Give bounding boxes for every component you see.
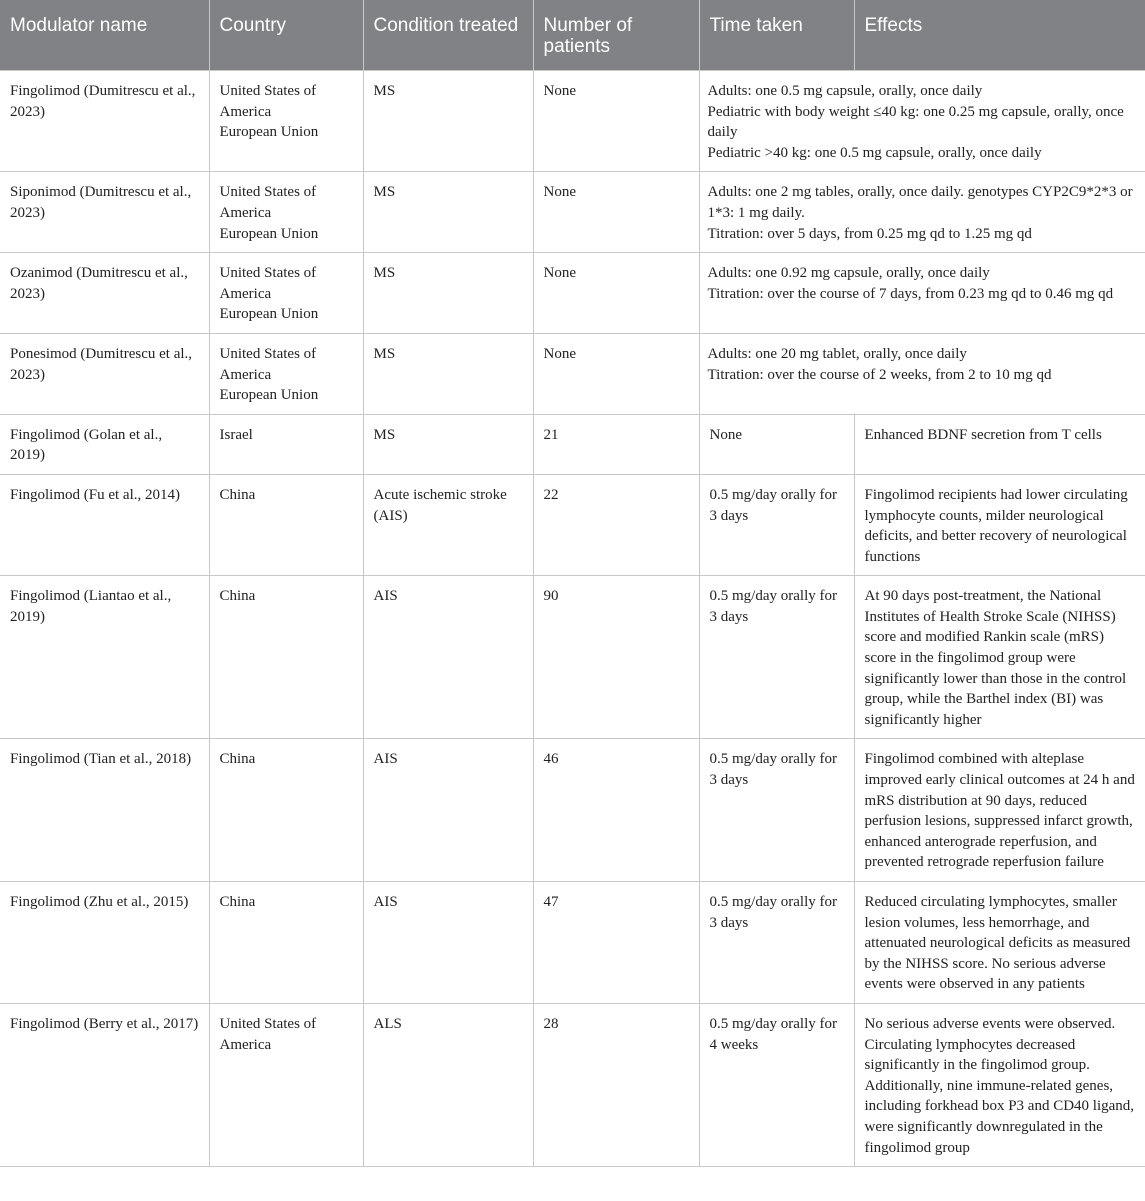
country-cell: United States of America [209, 1003, 363, 1166]
country-cell [209, 71, 363, 172]
country-line: European Union [219, 225, 319, 242]
dosing-line: Titration: over the course of 2 weeks, from 2 to 10 mg qd [707, 366, 1052, 383]
country-line: European Union [219, 124, 319, 141]
dosing-line: Adults: one 0.5 mg capsule, orally, once daily [707, 83, 983, 99]
patients-cell: None [533, 172, 699, 253]
patients-cell: 46 [533, 739, 699, 882]
effects-cell: No serious adverse events were observed. Circulating lymphocytes decreased significantly in the fingolimod group. Additionally, nine immune-related genes, including forkhead box P3 and CD40 ligand, were significantly downregulated in the fingolimod group [854, 1003, 1145, 1166]
condition-cell: MS [363, 414, 533, 474]
table-header-row [0, 0, 1145, 71]
country-cell: Israel [209, 414, 363, 474]
country-cell [209, 333, 363, 414]
dosing-line: Adults: one 2 mg tables, orally, once daily. genotypes CYP2C9*2*3 or 1*3: 1 mg daily. [707, 184, 1133, 221]
modulator-cell: Fingolimod (Tian et al., 2018) [0, 739, 209, 882]
condition-cell: ALS [363, 1003, 533, 1166]
patients-cell: 21 [533, 414, 699, 474]
table-row [0, 474, 1145, 575]
table-row [0, 576, 1145, 739]
table-row [0, 253, 1145, 334]
table-row [0, 1003, 1145, 1166]
condition-cell: MS [363, 172, 533, 253]
effects-cell: Fingolimod recipients had lower circulating lymphocyte counts, milder neurological deficits, and better recovery of neurological functions [854, 474, 1145, 575]
condition-cell: MS [363, 71, 533, 172]
condition-cell: Acute ischemic stroke (AIS) [363, 474, 533, 575]
modulator-cell: Fingolimod (Dumitrescu et al., 2023) [0, 71, 209, 172]
modulator-cell: Fingolimod (Berry et al., 2017) [0, 1003, 209, 1166]
modulator-cell: Fingolimod (Golan et al., 2019) [0, 414, 209, 474]
effects-cell: At 90 days post-treatment, the National Institutes of Health Stroke Scale (NIHSS) score and modified Rankin scale (mRS) score in the fingolimod group were significantly lower than those in the control group, while the Barthel index (BI) was significantly higher [854, 576, 1145, 739]
modulator-cell: Fingolimod (Liantao et al., 2019) [0, 576, 209, 739]
country-cell: China [209, 576, 363, 739]
header-condition-treated: Condition treated [363, 0, 533, 71]
country-cell: China [209, 474, 363, 575]
country-cell [209, 172, 363, 253]
patients-cell: 47 [533, 882, 699, 1004]
table-row [0, 414, 1145, 474]
table-row [0, 333, 1145, 414]
header-country: Country [209, 0, 363, 71]
dosing-cell [699, 172, 1145, 253]
condition-cell: MS [363, 253, 533, 334]
effects-cell: Enhanced BDNF secretion from T cells [854, 414, 1145, 474]
patients-cell: None [533, 253, 699, 334]
dosing-line: Pediatric >40 kg: one 0.5 mg capsule, orally, once daily [707, 144, 1042, 161]
country-line: United States of America [219, 83, 317, 120]
country-cell: China [209, 739, 363, 882]
time-cell: 0.5 mg/day orally for 3 days [699, 739, 854, 882]
table-row [0, 172, 1145, 253]
table-row [0, 882, 1145, 1004]
header-time-taken: Time taken [699, 0, 854, 71]
patients-cell: 22 [533, 474, 699, 575]
country-cell [209, 253, 363, 334]
country-line: European Union [219, 387, 319, 404]
modulator-cell: Siponimod (Dumitrescu et al., 2023) [0, 172, 209, 253]
country-line: United States of America [219, 184, 317, 221]
modulator-cell: Ponesimod (Dumitrescu et al., 2023) [0, 333, 209, 414]
header-modulator-name: Modulator name [0, 0, 209, 71]
country-line: European Union [219, 306, 319, 323]
dosing-cell [699, 333, 1145, 414]
effects-cell: Fingolimod combined with alteplase improved early clinical outcomes at 24 h and mRS distribution at 90 days, reduced perfusion lesions, suppressed infarct growth, enhanced anterograde reperfusion, and prevented retrograde reperfusion failure [854, 739, 1145, 882]
time-cell: 0.5 mg/day orally for 4 weeks [699, 1003, 854, 1166]
patients-cell: None [533, 71, 699, 172]
patients-cell: None [533, 333, 699, 414]
modulator-cell: Fingolimod (Zhu et al., 2015) [0, 882, 209, 1004]
patients-cell: 28 [533, 1003, 699, 1166]
header-effects: Effects [854, 0, 1145, 71]
table-row [0, 739, 1145, 882]
dosing-line: Titration: over the course of 7 days, from 0.23 mg qd to 0.46 mg qd [707, 285, 1114, 302]
condition-cell: AIS [363, 882, 533, 1004]
condition-cell: MS [363, 333, 533, 414]
dosing-cell [699, 253, 1145, 334]
time-cell: 0.5 mg/day orally for 3 days [699, 882, 854, 1004]
time-cell: 0.5 mg/day orally for 3 days [699, 576, 854, 739]
time-cell: 0.5 mg/day orally for 3 days [699, 474, 854, 575]
dosing-line: Titration: over 5 days, from 0.25 mg qd to 1.25 mg qd [707, 225, 1032, 242]
modulator-cell: Fingolimod (Fu et al., 2014) [0, 474, 209, 575]
time-cell: None [699, 414, 854, 474]
dosing-cell [699, 71, 1145, 172]
country-line: United States of America [219, 345, 317, 383]
condition-cell: AIS [363, 739, 533, 882]
header-number-of-patients: Number of patients [533, 0, 699, 71]
dosing-line: Adults: one 0.92 mg capsule, orally, once daily [707, 265, 990, 282]
patients-cell: 90 [533, 576, 699, 739]
modulator-cell: Ozanimod (Dumitrescu et al., 2023) [0, 253, 209, 334]
dosing-line: Pediatric with body weight ≤40 kg: one 0.25 mg capsule, orally, once daily [707, 103, 1124, 141]
condition-cell: AIS [363, 576, 533, 739]
country-cell: China [209, 882, 363, 1004]
effects-cell: Reduced circulating lymphocytes, smaller lesion volumes, less hemorrhage, and attenuated neurological deficits as measured by the NIHSS score. No serious adverse events were observed in any patients [854, 882, 1145, 1004]
country-line: United States of America [219, 265, 317, 302]
table-row [0, 71, 1145, 172]
dosing-line: Adults: one 20 mg tablet, orally, once daily [707, 345, 967, 362]
